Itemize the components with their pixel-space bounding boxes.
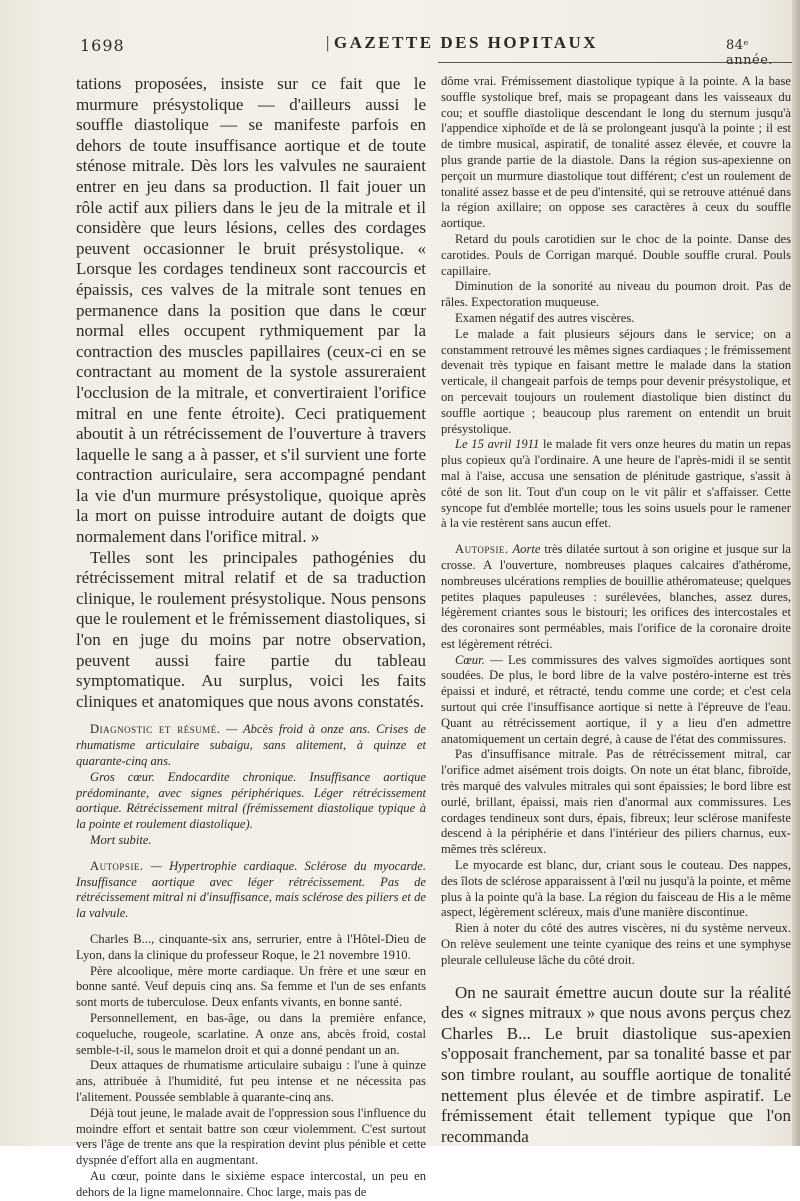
- autopsy-label: Autopsie.: [90, 858, 144, 873]
- journal-title-text: GAZETTE DES HOPITAUX: [333, 33, 599, 52]
- observation-paragraph: Au cœur, pointe dans le sixième espace intercostal, un peu en dehors de la ligne mamelonnaire. Choc large, mais pas de: [76, 1168, 426, 1199]
- spacer: [441, 532, 791, 542]
- diagnosis-label: Diagnostic et résumé.: [90, 722, 221, 737]
- text-paragraph: Rien à noter du côté des autres viscères, ni du système nerveux. On relève seulement une teinte cyanique des reins et une symphyse pleurale celluleuse lâche du côté droit.: [441, 921, 791, 967]
- volume-year: 84ᵉ année.: [726, 38, 774, 68]
- observation-paragraph: Personnellement, en bas-âge, ou dans la première enfance, coqueluche, rougeole, scarlatine. A onze ans, abcès froid, costal semble-t-il, sous le mamelon droit et qui a donné pendant un an.: [76, 1010, 426, 1057]
- page-binding-edge: [792, 0, 800, 1146]
- text-paragraph: Le malade a fait plusieurs séjours dans le service; on a constamment retrouvé les mêmes signes cardiaques ; le frémissement devenait très typique en faisant mettre le malade dans la station verticale, il changeait parfois de temps pour devenir présystolique, et on percevait toujours un roulement diastolique bien distinct du souffle aortique ; beaucoup plus rarement on entendit un bruit présystolique.: [441, 326, 791, 436]
- spacer: [441, 969, 791, 983]
- page-number: 1698: [80, 36, 125, 55]
- autopsy-summary-text: — Hypertrophie cardiaque. Sclérose du myocarde. Insuffisance aortique avec léger rétrécissement. Pas de rétrécissement mitral ni d'insuffisance, mais sclérose des piliers et de la valvule.: [76, 858, 426, 921]
- journal-title: | GAZETTE DES HOPITAUX: [326, 33, 599, 52]
- autopsy-paragraph: [441, 542, 791, 653]
- diagnosis-text: — Abcès froid à onze ans. Crises de rhumatisme articulaire subaigu, sans alitement, à quinze et quarante-cinq ans.: [76, 722, 426, 768]
- left-column: [76, 74, 426, 1199]
- observation-paragraph: Déjà tout jeune, le malade avait de l'oppression sous l'influence du moindre effort et sentait battre son cœur violemment. C'est surtout vers l'âge de trente ans que la respiration devint plus pénible et cette dyspnée d'effort alla en augmentant.: [76, 1105, 426, 1168]
- diagnosis-paragraph: [76, 722, 426, 769]
- death-note: Mort subite.: [90, 832, 152, 847]
- text-paragraph: [441, 437, 791, 532]
- text-paragraph: Retard du pouls carotidien sur le choc de la pointe. Danse des carotides. Pouls de Corrigan marqué. Double souffle crural. Pouls capillaire.: [441, 231, 791, 278]
- text-paragraph: tations proposées, insiste sur ce fait que le murmure présystolique — d'ailleurs aussi le souffle diastolique — se manifeste parfois en dehors de toute insuffisance aortique et de toute sténose mitrale. Dès lors les valvules ne sauraient entrer en jeu dans sa production. Il fait jouer un rôle actif aux piliers dans le jeu de la mitrale et il considère que leurs lésions, celles des cordages peuvent occasionner le bruit présystolique. « Lorsque les cordages tendineux sont raccourcis et épaissis, ces valves de la mitrale sont tenues en permanence dans la position que dans le cœur normal elles occupent rythmiquement par la contraction des muscles papillaires (ceux-ci en se contractant au moment de la systole assureraient l'occlusion de la mitrale, et convertiraient l'orifice mitral en une fente étroite). Ceci pratiquement aboutit à un rétrécissement de l'ouverture à travers laquelle le sang a à passer, et s'il survient une forte contraction auriculaire, sera accompagné pendant la vie d'un murmure présystolique, quoique après la mort on puisse introduire autant de doigts que normalement dans l'orifice mitral. »: [76, 74, 426, 547]
- observation-paragraph: Deux attaques de rhumatisme articulaire subaigu : l'une à quinze ans, attribuée à l'humidité, fut peu intense et ne nécessita pas l'alitement. Poussée semblable à quarante-cinq ans.: [76, 1058, 426, 1104]
- text-paragraph: dôme vrai. Frémissement diastolique typique à la pointe. A la base souffle systolique bref, mais se propageant dans les vaisseaux du cou; et souffle diastolique descendant le long du sternum jusqu'à l'appendice xiphoïde et de là se prolongeant jusqu'à la pointe ; il est de timbre musical, aspiratif, de tonalité assez élevée, et couvre la plus grande partie de la diastole. Dans la région sus-apexienne on perçoit un murmure diastolique tout différent; c'est un roulement de tonalité assez basse et de peu d'intensité, qui se retrouve atténué dans la région axillaire; on oppose ses caractères à ceux du souffle aortique.: [441, 74, 791, 231]
- text-paragraph: Le myocarde est blanc, dur, criant sous le couteau. Des nappes, des îlots de sclérose apparaissent à l'œil nu jusqu'à la pointe, et même plus à la pointe qu'à la base. La région du faisceau de His a le même aspect, légèrement scléreux, mais d'une manière discontinue.: [441, 858, 791, 920]
- text-paragraph: [441, 653, 791, 748]
- date-text: Le 15 avril 1911: [455, 437, 540, 452]
- autopsy-summary: [76, 859, 426, 922]
- spacer: [76, 922, 426, 932]
- right-column: [441, 74, 792, 1146]
- paragraph-text: très dilatée surtout à son origine et jusque sur la crosse. A l'ouverture, nombreuses plaques calcaires d'athérome, nombreuses ulcérations remplies de bouillie athéromateuse; quelques petites plaques papuleuses : surélevées, blanches, assez dures, légèrement criantes sous le bistouri; les orifices des intercostales et des coronaires sont perméables, mais l'orifice de la coronaire droite est légèrement rétréci.: [441, 542, 792, 651]
- spacer: [76, 712, 426, 722]
- paragraph-text: le malade fit vers onze heures du matin un repas plus copieux qu'à l'ordinaire. A une heure de l'après-midi il se sentit mal à l'aise, accusa une sensation de plénitude gastrique, s'assit à côté de son lit. Tout d'un coup on le vit pâlir et s'affaisser. Cette syncope fut d'emblée mortelle; tous les soins usuels pour le ramener à la vie restèrent sans aucun effet.: [441, 437, 792, 531]
- text-paragraph: Pas d'insuffisance mitrale. Pas de rétrécissement mitral, car l'orifice admet aisément trois doigts. On note un état blanc, fibroïde, très marqué des valvules mitrales qui sont épaissies; le bord libre est ourlé, brillant, épaissi, mais rien d'anormal aux commissures. Les cordages tendineux sont durs, épais, fibreux; leur sclérose manifeste descend à la périphérie et dans l'intérieur des piliers charnus, eux-mêmes très scléreux.: [441, 747, 791, 857]
- paragraph-text: — Les commissures des valves sigmoïdes aortiques sont soudées. De plus, le bord libre de la valve postéro-interne est très épaissi et induré, et rétracté, tendu comme une corde; et c'est cela surtout qui crée l'insuffisance aortique si nette à l'épreuve de l'eau. Quant au rétrécissement aortique, il y a lieu d'en admettre anatomiquement un certain degré, à cause de l'état des commissures.: [441, 652, 791, 746]
- observation-paragraph: Charles B..., cinquante-six ans, serrurier, entre à l'Hôtel-Dieu de Lyon, dans la clinique du professeur Roque, le 21 novembre 1910.: [76, 931, 426, 962]
- discussion-paragraph: On ne saurait émettre aucun doute sur la réalité des « signes mitraux » que nous avons perçus chez Charles B... Le bruit diastolique sus-apexien s'opposait franchement, par sa tonalité basse et par son timbre roulant, au souffle aortique de tonalité nettement plus élevée et de timbre aspiratif. Le frémissement était tellement typique que l'on recommanda: [441, 982, 791, 1146]
- text-paragraph: Examen négatif des autres viscères.: [455, 310, 635, 325]
- header-rule: [438, 62, 793, 63]
- page-header: [0, 0, 800, 68]
- spacer: [76, 849, 426, 859]
- findings-paragraph: Gros cœur. Endocardite chronique. Insuffisance aortique prédominante, avec signes périphériques. Léger rétrécissement aortique. Rétrécissement mitral (frémissement diastolique typique à la pointe et roulement diastolique).: [76, 769, 426, 832]
- text-paragraph: Telles sont les principales pathogénies du rétrécissement mitral relatif et de sa traduction clinique, le roulement présystolique. Nous pensons que le roulement et le frémissement diastoliques, si l'on en juge du moins par notre observation, peuvent aussi faire partie du tableau symptomatique. Au surplus, voici les faits cliniques et anatomiques que nous avons constatés.: [76, 547, 426, 711]
- aorta-label: Aorte: [512, 542, 541, 557]
- autopsy-label: Autopsie.: [455, 542, 509, 557]
- text-paragraph: Diminution de la sonorité au niveau du poumon droit. Pas de râles. Expectoration muqueuse.: [441, 279, 791, 310]
- observation-paragraph: Père alcoolique, mère morte cardiaque. Un frère et une sœur en bonne santé. Veuf depuis cinq ans. Sa femme et l'un de ses enfants sont morts de tuberculose. Deux enfants vivants, en bonne santé.: [76, 963, 426, 1010]
- heart-label: Cœur.: [455, 652, 485, 667]
